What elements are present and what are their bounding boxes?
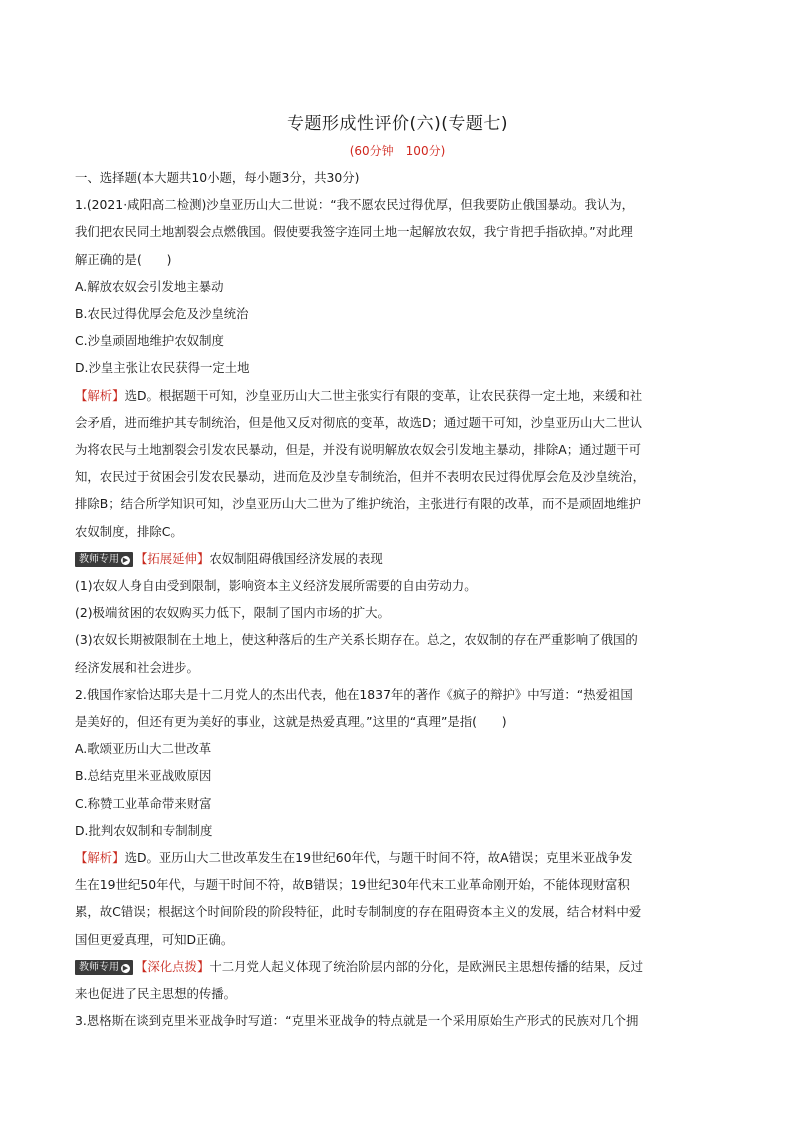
analysis-tag: 【解析】	[75, 850, 125, 866]
arrow-icon: ▶	[122, 555, 129, 564]
teacher-note-1	[75, 545, 720, 681]
teacher-note-tag: 【深化点拨】	[135, 958, 210, 974]
analysis-line: 累，故C错误；根据这个时间阶段的阶段特征，此时专制制度的存在阻碍资本主义的发展，结合材料中爱	[75, 904, 642, 920]
question-3-stem-line-1: 3.恩格斯在谈到克里米亚战争时写道：“克里米亚战争的特点就是一个采用原始生产形式的民族对几个拥	[75, 1013, 639, 1029]
question-2	[75, 681, 720, 1007]
teacher-note-line: (3)农奴长期被限制在土地上，使这种落后的生产关系长期存在。总之，农奴制的存在严重影响了俄国的	[75, 632, 638, 648]
analysis-line: 知，农民过于贫困会引发农民暴动，进而危及沙皇专制统治，但并不表明农民过得优厚会危及沙皇统治，	[75, 469, 645, 485]
teacher-only-badge: 教师专用 ▶	[75, 960, 133, 975]
page-subtitle: (60分钟 100分)	[349, 144, 446, 158]
analysis-line: 排除B；结合所学知识可知，沙皇亚历山大二世为了维护统治，主张进行有限的改革，而不是顽固地维护	[75, 496, 642, 512]
question-2-option-d: D.批判农奴制和专制制度	[75, 822, 213, 838]
analysis-line: 国但更爱真理，可知D正确。	[75, 931, 234, 947]
analysis-line: 选D。亚历山大二世改革发生在19世纪60年代，与题干时间不符，故A错误；克里米亚战争发	[124, 850, 633, 866]
question-1-option-c: C.沙皇顽固地维护农奴制度	[75, 333, 224, 349]
question-3	[75, 1007, 720, 1034]
question-1-analysis	[75, 382, 720, 545]
analysis-line: 为将农民与土地割裂会引发农民暴动，但是，并没有说明解放农奴会引发地主暴动，排除A；通过题干可	[75, 442, 642, 458]
teacher-note-line: (1)农奴人身自由受到限制，影响资本主义经济发展所需要的自由劳动力。	[75, 578, 477, 594]
teacher-note-heading: 农奴制阻碍俄国经济发展的表现	[209, 550, 383, 566]
document-page	[75, 112, 720, 1035]
question-1-option-a: A.解放农奴会引发地主暴动	[75, 278, 224, 294]
analysis-line: 会矛盾，进而维护其专制统治，但是他又反对彻底的变革，故选D；通过题干可知，沙皇亚历山大二世认	[75, 414, 643, 430]
analysis-line: 农奴制度，排除C。	[75, 523, 183, 539]
analysis-line: 生在19世纪50年代，与题干时间不符，故B错误；19世纪30年代末工业革命刚开始，不能体现财富积	[75, 877, 630, 893]
analysis-tag: 【解析】	[75, 387, 125, 403]
question-2-analysis	[75, 844, 720, 953]
question-1-option-d: D.沙皇主张让农民获得一定土地	[75, 360, 250, 376]
teacher-note-line: 来也促进了民主思想的传播。	[75, 986, 237, 1002]
analysis-line: 选D。根据题干可知，沙皇亚历山大二世主张实行有限的变革，让农民获得一定土地，来缓和社	[124, 387, 643, 403]
question-2-option-b: B.总结克里米亚战败原因	[75, 768, 212, 784]
teacher-note-line: 十二月党人起义体现了统治阶层内部的分化，是欧洲民主思想传播的结果，反过	[209, 958, 644, 974]
section-heading: 一、选择题(本大题共10小题，每小题3分，共30分)	[75, 170, 360, 185]
question-1-option-b: B.农民过得优厚会危及沙皇统治	[75, 306, 249, 322]
question-1-stem-line-1: 1.(2021·咸阳高二检测)沙皇亚历山大二世说：“我不愿农民过得优厚，但我要防止俄国暴动。我认为，	[75, 197, 635, 213]
teacher-note-line: 经济发展和社会进步。	[75, 659, 199, 675]
question-1-stem-line-3: 解正确的是( )	[75, 251, 172, 267]
teacher-note-tag: 【拓展延伸】	[135, 550, 210, 566]
question-2-option-c: C.称赞工业革命带来财富	[75, 795, 212, 811]
question-2-stem-line-1: 2.俄国作家恰达耶夫是十二月党人的杰出代表，他在1837年的著作《疯子的辩护》中写道：“热爱祖国	[75, 686, 633, 702]
question-1	[75, 191, 720, 681]
question-2-option-a: A.歌颂亚历山大二世改革	[75, 741, 212, 757]
arrow-icon: ▶	[122, 963, 129, 972]
question-2-stem-line-2: 是美好的，但还有更为美好的事业，这就是热爱真理。”这里的“真理”是指( )	[75, 714, 507, 730]
page-title: 专题形成性评价(六)(专题七)	[286, 114, 509, 134]
teacher-note-2	[75, 953, 720, 1007]
teacher-note-line: (2)极端贫困的农奴购买力低下，限制了国内市场的扩大。	[75, 605, 390, 621]
question-1-stem-line-2: 我们把农民同土地割裂会点燃俄国。假使要我签字连同土地一起解放农奴，我宁肯把手指砍掉。”对此理	[75, 224, 633, 240]
teacher-only-badge: 教师专用 ▶	[75, 552, 133, 567]
